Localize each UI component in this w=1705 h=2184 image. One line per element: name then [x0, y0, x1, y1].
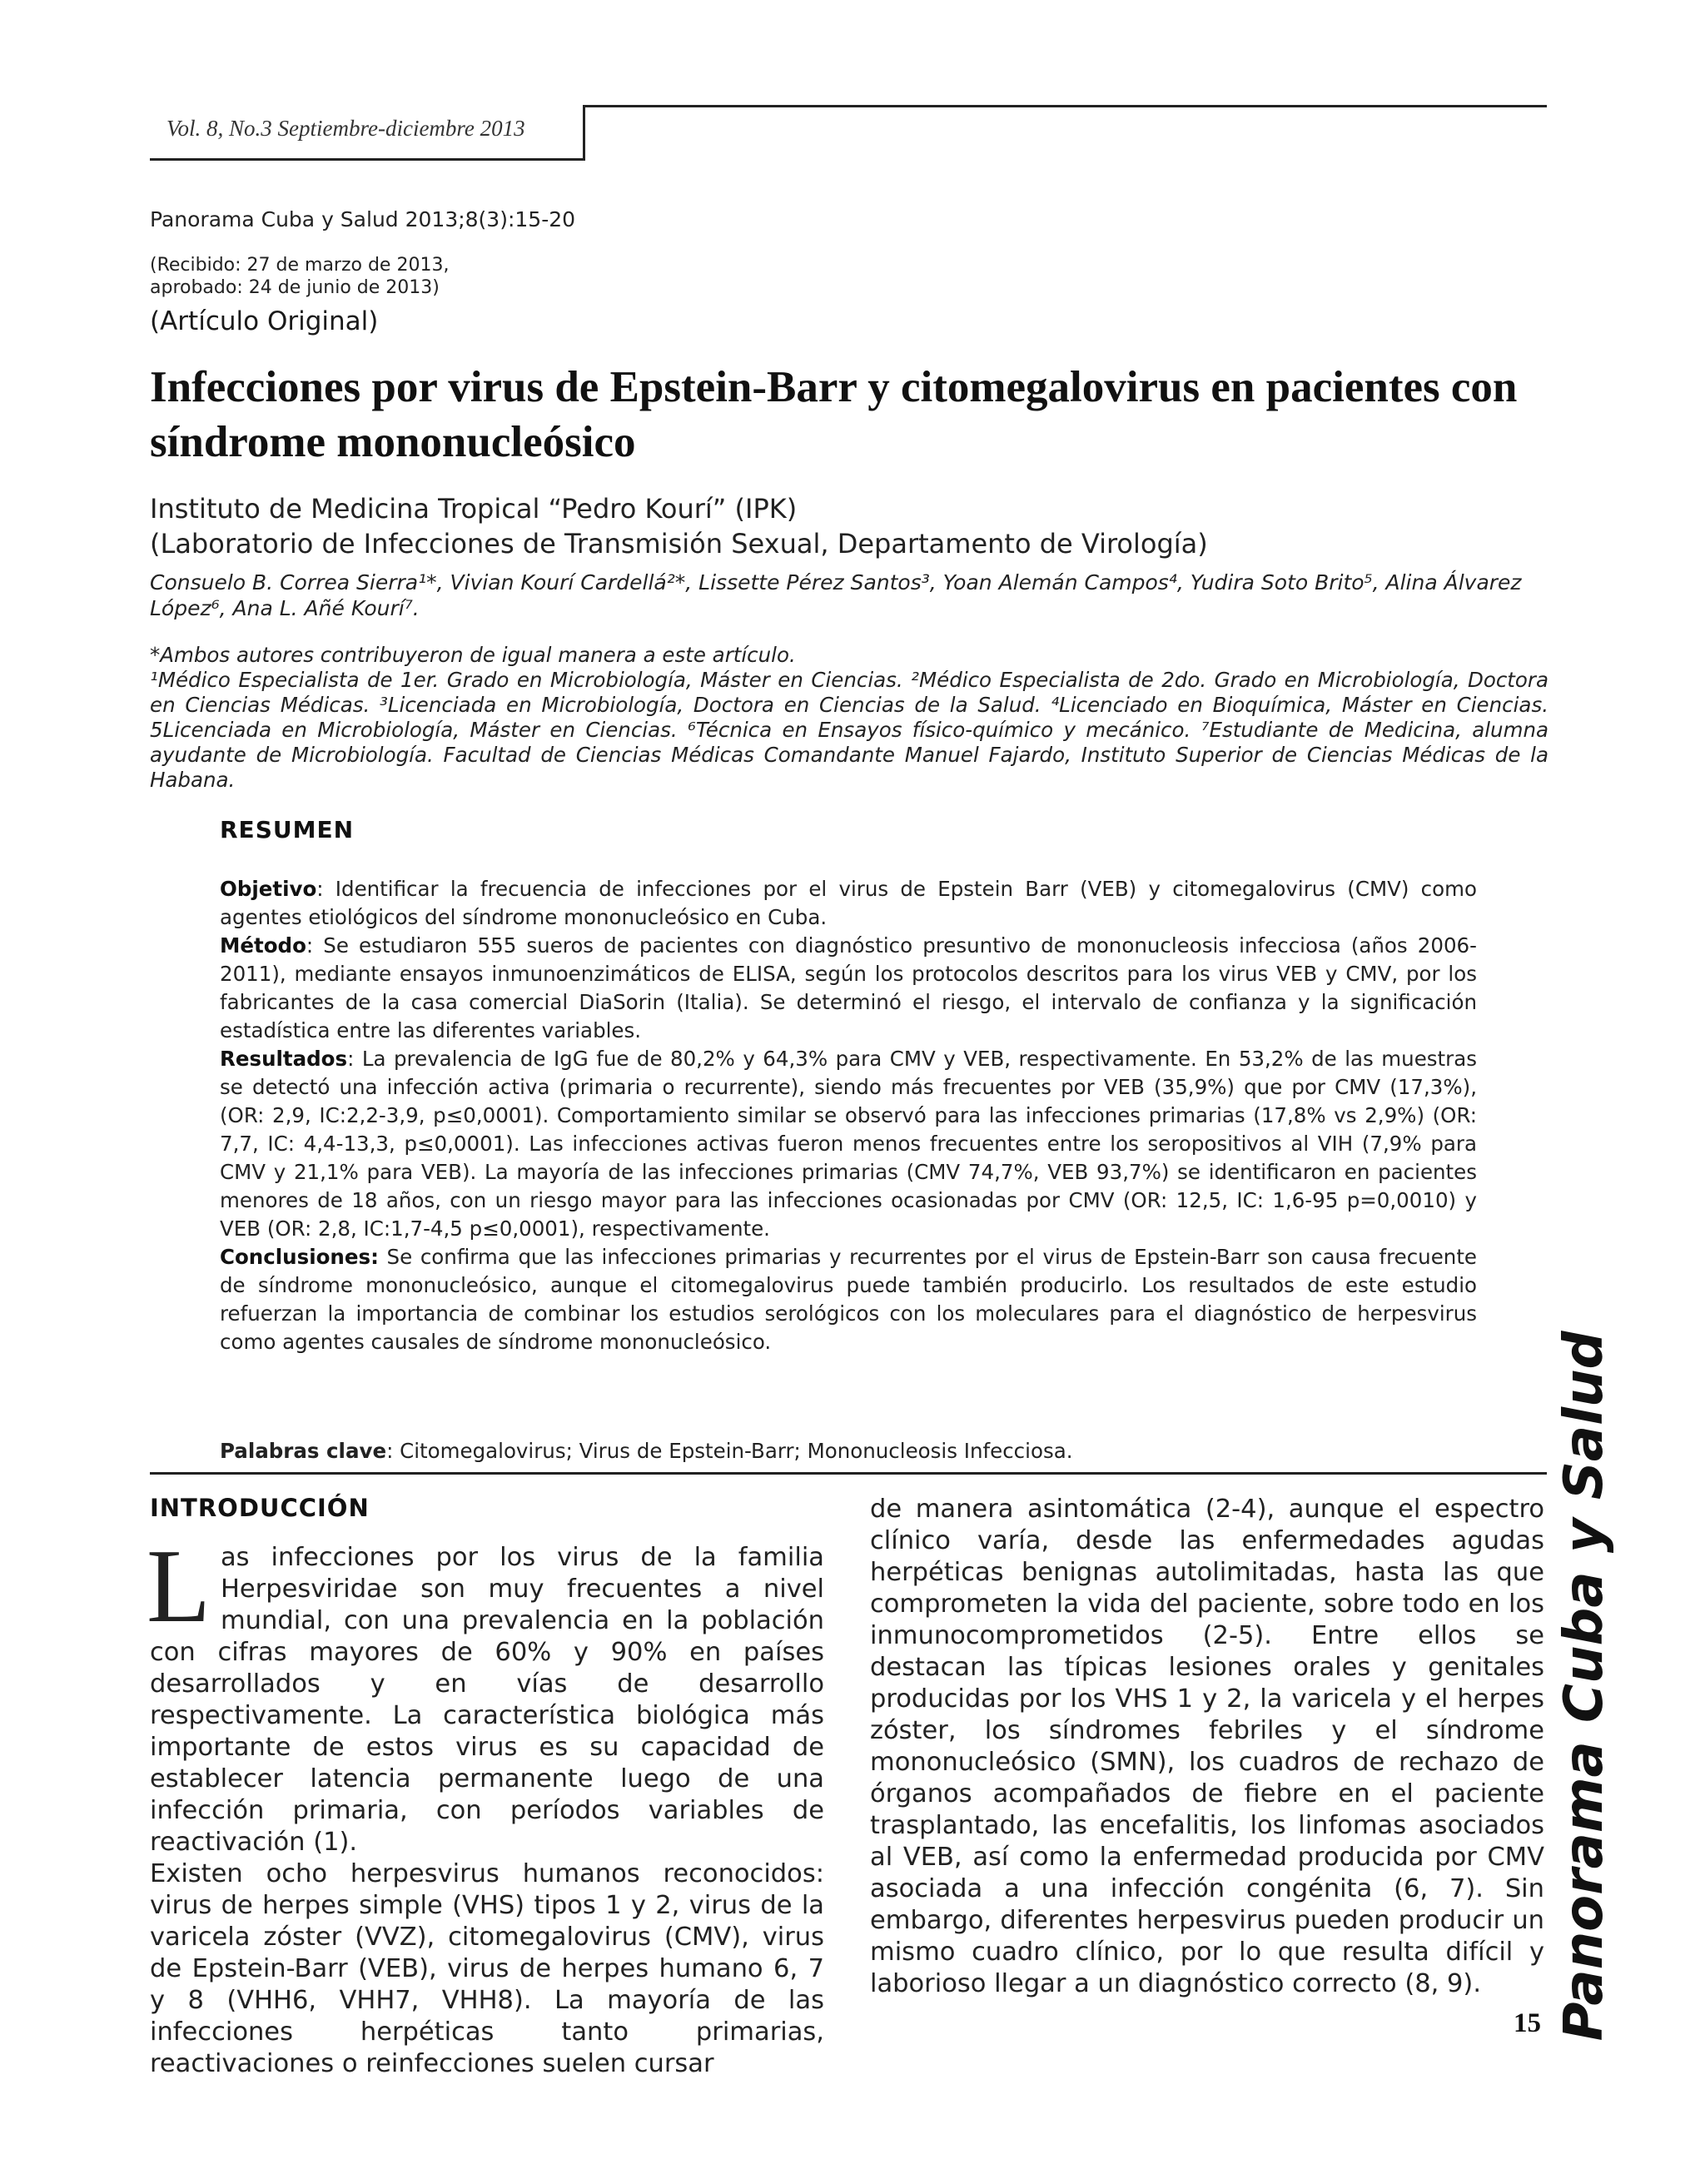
right-column: [870, 1494, 1544, 2000]
institute-department: (Laboratorio de Infecciones de Transmisión Sexual, Departamento de Virología): [150, 528, 1208, 560]
journal-issue: Vol. 8, No.3 Septiembre-diciembre 2013: [167, 116, 525, 141]
conclusions-label: Conclusiones:: [220, 1245, 379, 1269]
approved-line: aprobado: 24 de junio de 2013): [150, 277, 440, 298]
method-label: Método: [220, 933, 306, 958]
received-dates: [150, 254, 449, 299]
objective-text: : Identificar la frecuencia de infecciones por el virus de Epstein Barr (VEB) y citomegalovirus (CMV) como agentes etiológicos del síndrome mononucleósico en Cuba.: [220, 877, 1477, 929]
authors: Consuelo B. Correa Sierra¹*, Vivian Kourí Cardellá²*, Lissette Pérez Santos³, Yoan Alemán Campos⁴, Yudira Soto Brito⁵, Alina Álvarez López⁶, Ana L. Añé Kourí⁷.: [150, 570, 1522, 620]
intro-paragraph-1: [147, 1529, 824, 1858]
abstract-objective: [220, 875, 1477, 932]
drop-cap: L: [147, 1529, 211, 1644]
institute: [150, 491, 1557, 561]
keywords-text: : Citomegalovirus; Virus de Epstein-Barr; Mononucleosis Infecciosa.: [386, 1439, 1073, 1463]
intro-paragraph-1-text: as infecciones por los virus de la familia Herpesviridae son muy frecuentes a nivel mundial, con una prevalencia en la población con cifras mayores de 60% y 90% en países desarrollados y en vías de desarrollo respectivamente. La característica biológica más importante de estos virus es su capacidad de establecer latencia permanente luego de una infección primaria, con períodos variables de reactivación (1).: [150, 1543, 824, 1857]
institute-name: Instituto de Medicina Tropical “Pedro Kourí” (IPK): [150, 493, 798, 525]
abstract-heading: RESUMEN: [220, 816, 355, 843]
keywords-label: Palabras clave: [220, 1439, 387, 1463]
abstract: [220, 816, 1477, 1356]
intro-paragraph-2: Existen ocho herpesvirus humanos reconocidos: virus de herpes simple (VHS) tipos 1 y 2, virus de la varicela zóster (VVZ), citomegalovirus (CMV), virus de Epstein-Barr (VEB), virus de herpes humano 6, 7 y 8 (VHH6, VHH7, VHH8). La mayoría de las infecciones herpéticas tanto primarias, reactivaciones o reinfecciones suelen cursar: [150, 1859, 824, 2078]
keywords: [220, 1439, 1073, 1463]
page-number: 15: [1514, 2008, 1541, 2038]
author-notes: [150, 643, 1548, 793]
left-column: [147, 1529, 824, 2080]
received-line: (Recibido: 27 de marzo de 2013,: [150, 255, 450, 276]
affiliations-note: ¹Médico Especialista de 1er. Grado en Microbiología, Máster en Ciencias. ²Médico Especialista de 2do. Grado en Microbiología, Doctora en Ciencias Médicas. ³Licenciada en Microbiología, Doctora en Ciencias de la Salud. ⁴Licenciado en Bioquímica, Máster en Ciencias. 5Licenciada en Microbiología, Máster en Ciencias. ⁶Técnica en Ensayos físico-químico y mecánico. ⁷Estudiante de Medicina, alumna ayudante de Microbiología. Facultad de Ciencias Médicas Comandante Manuel Fajardo, Instituto Superior de Ciencias Médicas de la Habana.: [150, 668, 1548, 792]
abstract-method: [220, 932, 1477, 1045]
abstract-conclusions: [220, 1243, 1477, 1356]
results-label: Resultados: [220, 1047, 348, 1071]
abstract-rule: [150, 1472, 1547, 1475]
equal-contribution-note: *Ambos autores contribuyeron de igual manera a este artículo.: [150, 643, 796, 667]
results-text: : La prevalencia de IgG fue de 80,2% y 64,3% para CMV y VEB, respectivamente. En 53,2% de las muestras se detectó una infección activa (primaria o recurrente), siendo más frecuentes por VEB (35,9%) que por CMV (17,3%), (OR: 2,9, IC:2,2-3,9, p≤0,0001). Comportamiento similar se observó para las infecciones primarias (17,8% vs 2,9%) (OR: 7,7, IC: 4,4-13,3, p≤0,0001). Las infecciones activas fueron menos frecuentes entre los seropositivos al VIH (7,9% para CMV y 21,1% para VEB). La mayoría de las infecciones primarias (CMV 74,7%, VEB 93,7%) se identificaron en pacientes menores de 18 años, con un riesgo mayor para las infecciones ocasionadas por CMV (OR: 12,5, IC: 1,6-95 p=0,0010) y VEB (OR: 2,8, IC:1,7-4,5 p≤0,0001), respectivamente.: [220, 1047, 1477, 1241]
side-brand: [1553, 1331, 1615, 2042]
header-rule: [583, 105, 1547, 107]
abstract-results: [220, 1045, 1477, 1243]
side-brand-text: Panorama Cuba y Salud: [1553, 1331, 1615, 2042]
article-title: Infecciones por virus de Epstein-Barr y citomegalovirus en pacientes con síndrome mononucleósico: [150, 363, 1518, 466]
intro-paragraph-3: de manera asintomática (2-4), aunque el espectro clínico varía, desde las enfermedades agudas herpéticas benignas autolimitadas, hasta las que comprometen la vida del paciente, sobre todo en los inmunocomprometidos (2-5). Entre ellos se destacan las típicas lesiones orales y genitales producidas por los VHS 1 y 2, la varicela y el herpes zóster, los síndromes febriles y el síndrome mononucleósico (SMN), los cuadros de rechazo de órganos acompañados de fiebre en el paciente trasplantado, las encefalitis, los linfomas asociados al VEB, así como la enfermedad producida por CMV asociada a una infección congénita (6, 7). Sin embargo, diferentes herpesvirus pueden producir un mismo cuadro clínico, por lo que resulta difícil y laborioso llegar a un diagnóstico correcto (8, 9).: [870, 1495, 1544, 1998]
citation: Panorama Cuba y Salud 2013;8(3):15-20: [150, 207, 576, 231]
conclusions-text: Se confirma que las infecciones primarias y recurrentes por el virus de Epstein-Barr son causa frecuente de síndrome mononucleósico, aunque el citomegalovirus puede también producirlo. Los resultados de este estudio refuerzan la importancia de combinar los estudios serológicos con los moleculares para el diagnóstico de herpesvirus como agentes causales de síndrome mononucleósico.: [220, 1245, 1477, 1354]
introduction-heading: INTRODUCCIÓN: [150, 1494, 370, 1522]
method-text: : Se estudiaron 555 sueros de pacientes con diagnóstico presuntivo de mononucleosis infecciosa (años 2006-2011), mediante ensayos inmunoenzimáticos de ELISA, según los protocolos descritos para los virus VEB y CMV, por los fabricantes de la casa comercial DiaSorin (Italia). Se determinó el riesgo, el intervalo de confianza y la significación estadística entre las diferentes variables.: [220, 933, 1477, 1042]
objective-label: Objetivo: [220, 877, 317, 901]
article-type: (Artículo Original): [150, 306, 379, 336]
